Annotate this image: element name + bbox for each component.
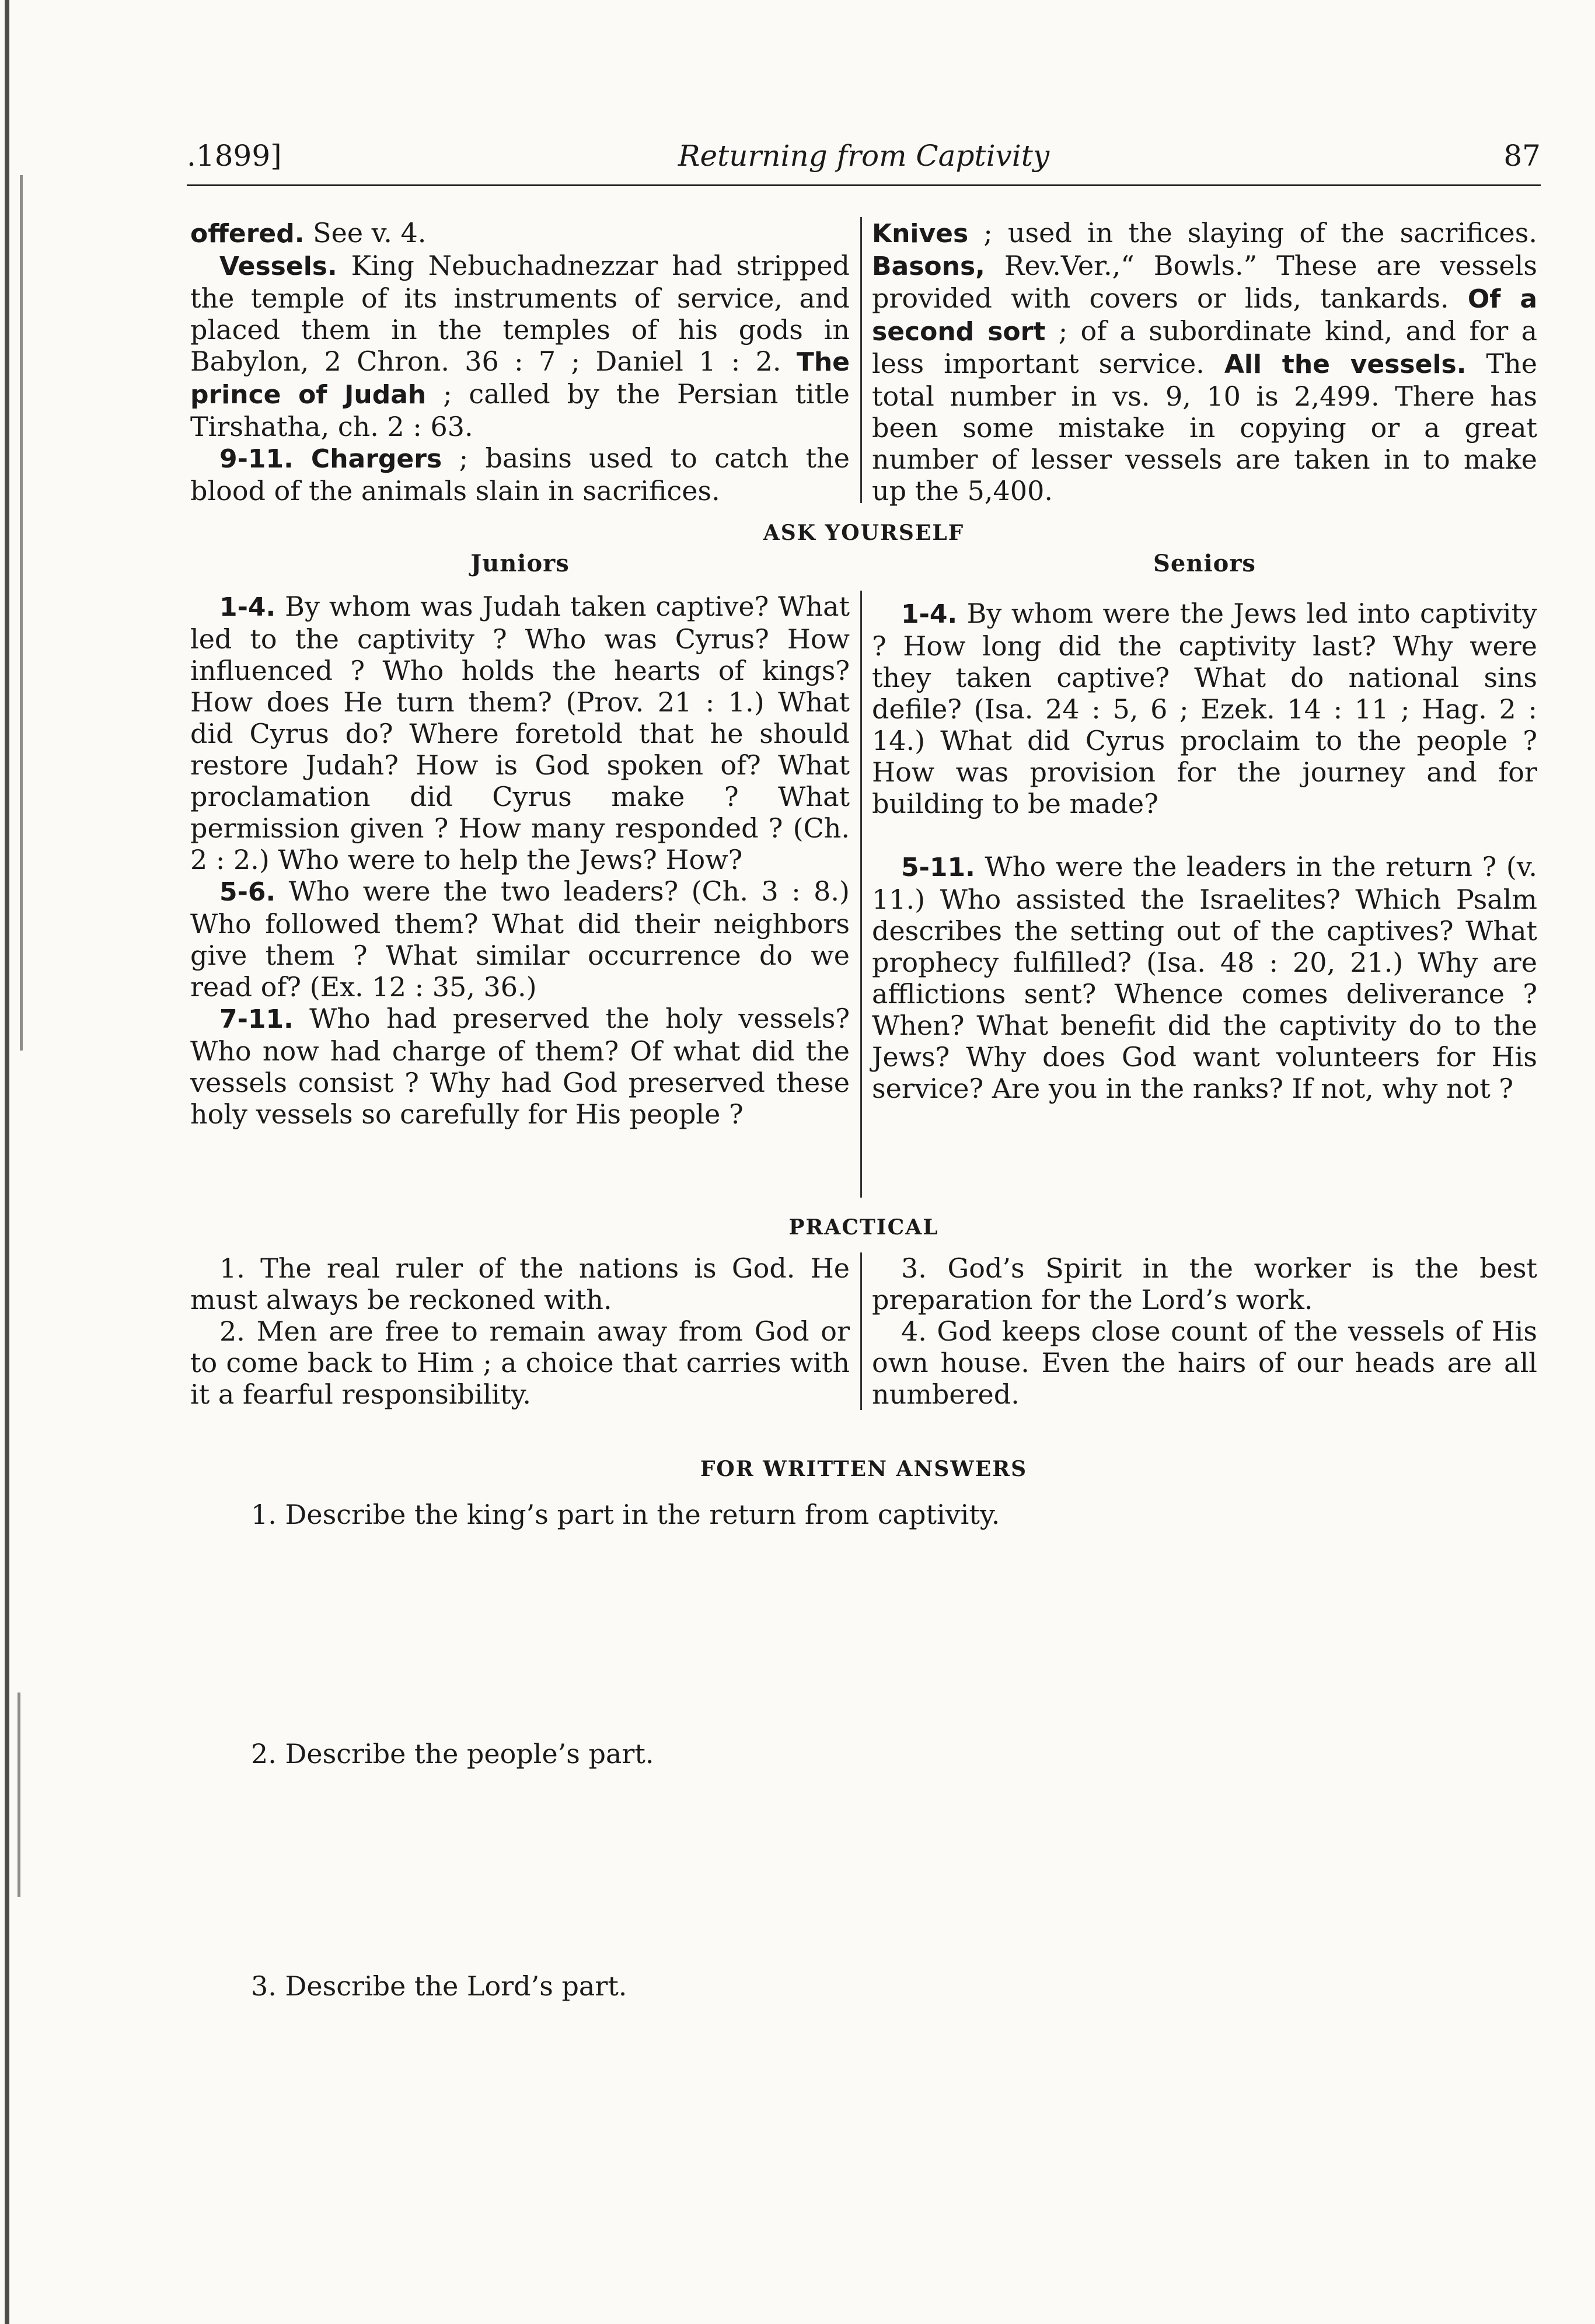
note-text: ; called by the Persian title Tirshatha, ch. 2 : 63. [190,378,850,442]
note-term: 9-11. Chargers [219,444,442,474]
column-divider [860,1252,862,1410]
question-number: 7-11. [219,1004,294,1034]
juniors-heading: Juniors [470,550,570,577]
note-term: Basons, [872,252,985,281]
notes-left-column [190,217,850,507]
question-paragraph [190,591,850,875]
question-text: Who were the two leaders? (Ch. 3 : 8.) Who followed them? What did their neighbors give them ? What similar occurrence do we read of? (Ex. 12 : 35, 36.) [190,875,850,1003]
seniors-column [872,598,1537,1104]
question-paragraph [190,875,850,1003]
question-number: 1-4. [219,592,276,622]
written-answers-title: FOR WRITTEN ANSWERS [700,1457,1028,1481]
note-paragraph [190,250,850,442]
running-head-year: .1899] [187,139,282,173]
question-text: Who were the leaders in the return ? (v. 11.) Who assisted the Israelites? Which Psalm describes the setting out of the captives? What prophecy fulfilled? (Isa. 48 : 20, 21.) Why are afflictions sent? Whence comes deliverance ? When? What benefit did the captivity do to the Jews? Why does God want volunteers for His service? Are you in the ranks? If not, why not ? [872,851,1537,1104]
note-paragraph [190,442,850,507]
note-term: Vessels. [219,252,337,281]
question-paragraph [872,598,1537,819]
question-text: By whom were the Jews led into captivity ? How long did the captivity last? Why were they taken captive? What do national sins defile? (Isa. 24 : 5, 6 ; Ezek. 14 : 11 ; Hag. 2 : 14.) What did Cyrus proclaim to the people ? How was provision for the journey and for building to be made? [872,598,1537,819]
practical-point: 3. God’s Spirit in the worker is the best preparation for the Lord’s work. [872,1252,1537,1315]
note-term: All the vessels. [1224,350,1467,379]
page-number: 87 [1503,139,1541,173]
question-text: Who had preserved the holy vessels? Who now had charge of them? Of what did the vessels consist ? Why had God preserved these holy vessels so carefully for His people ? [190,1003,850,1130]
note-paragraph [872,217,1537,507]
note-term: Knives [872,219,969,249]
note-text: The total number in vs. 9, 10 is 2,499. There has been some mistake in copying or a great number of lesser vessels are taken in to make up the 5,400. [872,348,1537,507]
question-number: 5-6. [219,877,276,907]
practical-point: 1. The real ruler of the nations is God. He must always be reckoned with. [190,1252,850,1315]
written-question: 2. Describe the people’s part. [251,1738,654,1770]
practical-point: 4. God keeps close count of the vessels of His own house. Even the hairs of our heads are all numbered. [872,1315,1537,1410]
column-divider [860,591,862,1198]
note-term: The prince of Judah [190,347,850,410]
written-question: 3. Describe the Lord’s part. [251,1970,627,2002]
note-text: ; basins used to catch the blood of the animals slain in sacrifices. [190,442,850,507]
note-text: ; used in the slaying of the sacrifices. [968,217,1537,249]
note-paragraph [190,217,850,250]
note-term: Of a second sort [872,284,1538,347]
notes-right-column [872,217,1537,507]
question-paragraph [190,1003,850,1130]
practical-point: 2. Men are free to remain away from God or to come back to Him ; a choice that carries with it a fearful responsibility. [190,1315,850,1410]
practical-title: PRACTICAL [788,1215,939,1240]
practical-left-column [190,1252,850,1410]
note-text: Rev.Ver.,“ Bowls.” These are vessels provided with covers or lids, tankards. [872,250,1537,314]
note-text: King Nebuchadnezzar had stripped the temple of its instruments of service, and placed them in the temples of his gods in Babylon, 2 Chron. 36 : 7 ; Daniel 1 : 2. [190,250,850,377]
question-number: 1-4. [901,599,958,629]
ask-yourself-title: ASK YOURSELF [763,521,965,545]
note-text: ; of a subordinate kind, and for a less important service. [872,315,1537,379]
note-text: See v. 4. [304,217,427,249]
question-number: 5-11. [901,853,975,882]
written-question: 1. Describe the king’s part in the return from captivity. [251,1499,1000,1530]
note-term: offered. [190,219,305,249]
seniors-heading: Seniors [1153,550,1256,577]
binding-edge-mark [20,175,23,1051]
header-rule [187,184,1541,186]
question-text: By whom was Judah taken captive? What led to the captivity ? Who was Cyrus? How influenced ? Who holds the hearts of kings? How does He turn them? (Prov. 21 : 1.) What did Cyrus do? Where foretold that he should restore Judah? How is God spoken of? What proclamation did Cyrus make ? What permission given ? How many responded ? (Ch. 2 : 2.) Who were to help the Jews? How? [190,591,850,875]
running-head-title: Returning from Captivity [678,139,1050,173]
juniors-column [190,591,850,1130]
binding-edge-mark [18,1693,20,1897]
running-head [187,139,1541,186]
practical-right-column [872,1252,1537,1410]
question-paragraph [872,851,1537,1104]
binding-edge [5,0,9,2324]
column-divider [860,217,862,503]
